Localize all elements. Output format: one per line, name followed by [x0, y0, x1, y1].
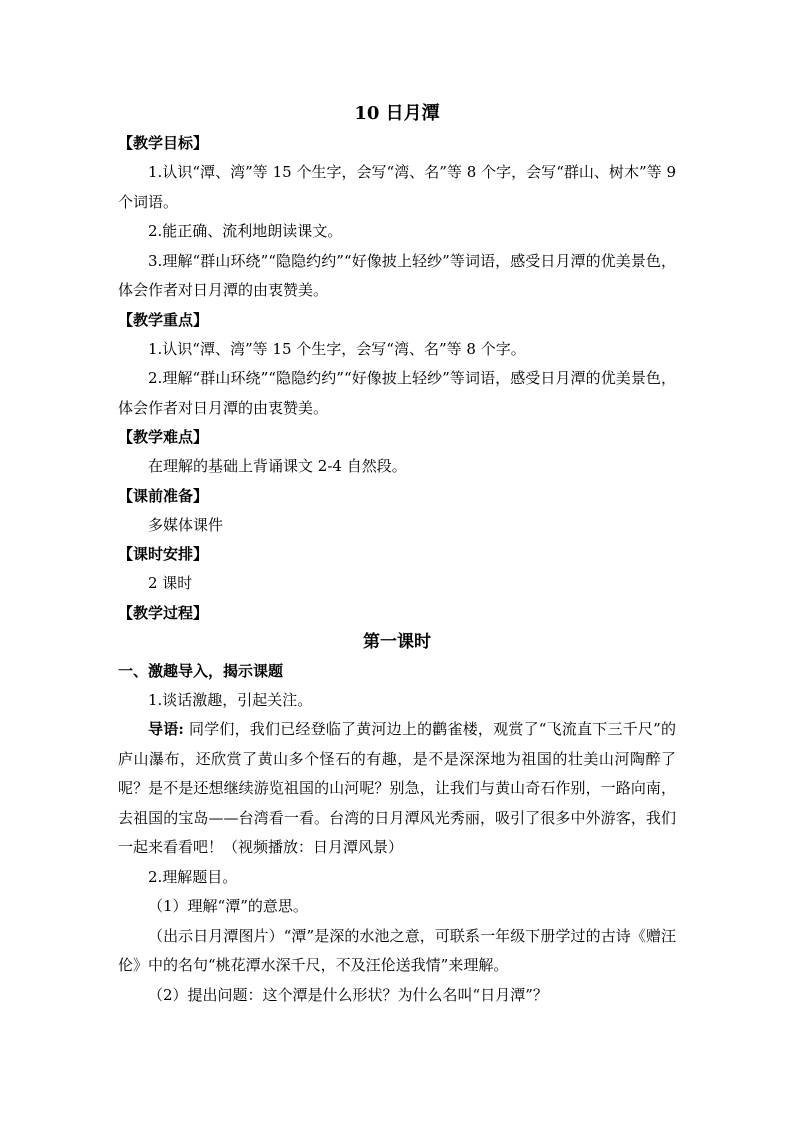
lesson1-part1-heading: 一、激趣导入，揭示课题 — [118, 661, 284, 680]
lesson1-sub1-text: （出示日月潭图片）“潭”是深的水池之意，可联系一年级下册学过的古诗《赠汪伦》中的名句“桃花潭水深千尺，不及汪伦送我情”来理解。 — [118, 926, 676, 974]
goal-item-1: 1.认识“潭、湾”等 15 个生字，会写“湾、名”等 8 个字，会写“群山、树木”等 9 个词语。 — [118, 163, 676, 211]
heading-schedule: 【课时安排】 — [118, 545, 209, 563]
difficulty-item-1: 在理解的基础上背诵课文 2-4 自然段。 — [148, 457, 407, 475]
lesson1-sub2: （2）提出问题：这个潭是什么形状？为什么名叫“日月潭”？ — [148, 985, 548, 1004]
schedule-item-1: 2 课时 — [148, 574, 193, 592]
lesson1-step1: 1.谈话激趣，引起关注。 — [148, 690, 313, 709]
heading-key-points: 【教学重点】 — [118, 310, 209, 329]
lesson1-step2: 2.理解题目。 — [148, 867, 238, 886]
goal-item-3: 3.理解“群山环绕”“隐隐约约”“好像披上轻纱”等词语，感受日月潭的优美景色，体会作者对日月潭的由衷赞美。 — [118, 251, 676, 299]
heading-difficulties: 【教学难点】 — [118, 428, 209, 446]
lesson1-sub1: （1）理解“潭”的意思。 — [148, 897, 308, 915]
goal-item-2: 2.能正确、流利地朗读课文。 — [148, 222, 343, 240]
heading-preparation: 【课前准备】 — [118, 486, 209, 505]
guide-label: 导语: — [148, 720, 184, 738]
heading-process: 【教学过程】 — [118, 603, 209, 622]
lesson1-guide-paragraph — [118, 715, 676, 863]
preparation-item-1: 多媒体课件 — [148, 515, 224, 534]
key-point-item-2: 2.理解“群山环绕”“隐隐约约”“好像披上轻纱”等词语，感受日月潭的优美景色，体会作者对日月潭的由衷赞美。 — [118, 369, 676, 417]
lesson1-title: 第一课时 — [363, 631, 431, 652]
guide-text: 同学们，我们已经登临了黄河边上的鹳雀楼，观赏了“飞流直下三千尺”的庐山瀑布，还欣赏了黄山多个怪石的有趣，是不是深深地为祖国的壮美山河陶醉了呢？是不是还想继续游览祖国的山河呢？别急，让我们与黄山奇石作别，一路向南，去祖国的宝岛——台湾看一看。台湾的日月潭风光秀丽，吸引了很多中外游客，我们一起来看看吧！（视频播放：日月潭风景） — [118, 720, 677, 856]
key-point-item-1: 1.认识“潭、湾”等 15 个生字，会写“湾、名”等 8 个字。 — [148, 339, 526, 358]
heading-teaching-goals: 【教学目标】 — [118, 134, 209, 152]
document-title: 10 日月潭 — [354, 103, 440, 124]
